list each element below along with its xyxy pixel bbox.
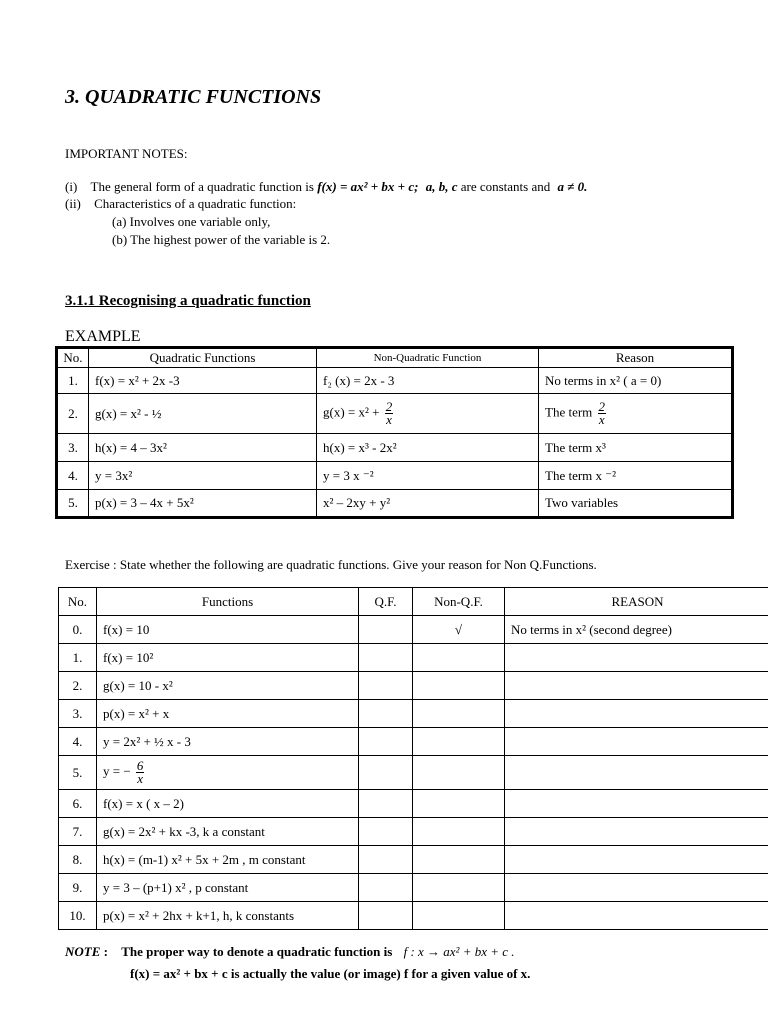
row-qf[interactable] — [359, 616, 413, 644]
row-function: y = 2x² + ½ x - 3 — [97, 728, 359, 756]
row-nqf: g(x) = x² + — [323, 404, 380, 420]
col-header-reason: Reason — [539, 348, 733, 368]
row-no: 10. — [59, 902, 97, 930]
row-qf: f(x) = x² + 2x -3 — [89, 368, 317, 394]
row-function-cell — [97, 756, 359, 790]
row-function: h(x) = (m-1) x² + 5x + 2m , m constant — [97, 846, 359, 874]
note-item-a: (a) Involves one variable only, — [112, 214, 271, 229]
exercise-row — [59, 846, 768, 874]
col-header-nqf: Non-Quadratic Function — [317, 348, 539, 368]
col-header-no: No. — [59, 588, 97, 616]
col-header-qf: Quadratic Functions — [89, 348, 317, 368]
row-reason: The term x³ — [539, 434, 733, 462]
row-reason: The term x ⁻² — [539, 462, 733, 490]
note-ii-text: Characteristics of a quadratic function: — [94, 196, 297, 211]
row-reason[interactable] — [505, 728, 768, 756]
row-reason[interactable] — [505, 672, 768, 700]
exercise-table-header — [59, 588, 768, 616]
example-row — [57, 394, 733, 434]
row-qf: y = 3x² — [89, 462, 317, 490]
fraction — [598, 401, 607, 426]
exercise-instruction: Exercise : State whether the following are quadratic functions. Give your reason for Non Q.Functions. — [65, 557, 597, 572]
row-no: 5. — [59, 756, 97, 790]
row-nonqf[interactable] — [413, 700, 505, 728]
note-i-marker: (i) — [65, 179, 78, 194]
fraction-numerator: 2 — [598, 399, 606, 414]
row-no: 1. — [59, 644, 97, 672]
note-item-b: (b) The highest power of the variable is 2. — [112, 232, 331, 247]
exercise-row — [59, 818, 768, 846]
fraction-denominator: x — [598, 412, 605, 427]
row-nonqf[interactable] — [413, 818, 505, 846]
row-reason[interactable] — [505, 818, 768, 846]
row-nonqf[interactable] — [413, 672, 505, 700]
fraction-denominator: x — [386, 412, 392, 427]
row-reason[interactable]: No terms in x² (second degree) — [505, 616, 768, 644]
row-reason[interactable] — [505, 874, 768, 902]
row-reason-cell — [539, 394, 733, 434]
exercise-row — [59, 672, 768, 700]
row-qf[interactable] — [359, 846, 413, 874]
row-function: f(x) = 10 — [97, 616, 359, 644]
row-qf: p(x) = 3 – 4x + 5x² — [89, 490, 317, 518]
fraction — [385, 401, 394, 426]
row-no: 2. — [59, 672, 97, 700]
row-nonqf[interactable] — [413, 756, 505, 790]
row-nonqf[interactable] — [413, 728, 505, 756]
note-i-vars: a, b, c — [425, 179, 458, 194]
row-reason: The term — [545, 404, 593, 420]
col-header-nonqf: Non-Q.F. — [413, 588, 505, 616]
note-i-formula: f(x) = ax² + bx + c; — [317, 179, 419, 194]
note-ii-marker: (ii) — [65, 196, 81, 211]
example-table — [55, 346, 734, 519]
note-text: The proper way to denote a quadratic function is — [121, 944, 393, 959]
row-reason[interactable] — [505, 700, 768, 728]
example-table-header — [57, 348, 733, 368]
row-nonqf[interactable]: √ — [413, 616, 505, 644]
page-title: 3. QUADRATIC FUNCTIONS — [65, 86, 322, 108]
row-reason: No terms in x² ( a = 0) — [539, 368, 733, 394]
example-label: EXAMPLE — [65, 328, 141, 345]
row-no: 4. — [59, 728, 97, 756]
row-nonqf[interactable] — [413, 874, 505, 902]
row-no: 3. — [57, 434, 89, 462]
fraction-numerator: 2 — [385, 399, 393, 414]
exercise-row — [59, 790, 768, 818]
row-reason[interactable] — [505, 756, 768, 790]
row-nqf: f₂ (x) = 2x - 3 — [317, 368, 539, 394]
row-no: 2. — [57, 394, 89, 434]
row-no: 3. — [59, 700, 97, 728]
row-no: 8. — [59, 846, 97, 874]
fraction-denominator: x — [137, 771, 144, 786]
row-qf[interactable] — [359, 700, 413, 728]
notes-heading: IMPORTANT NOTES: — [65, 146, 188, 161]
row-function: p(x) = x² + x — [97, 700, 359, 728]
row-nonqf[interactable] — [413, 846, 505, 874]
row-qf[interactable] — [359, 728, 413, 756]
row-function: p(x) = x² + 2hx + k+1, h, k constants — [97, 902, 359, 930]
col-header-reason: REASON — [505, 588, 768, 616]
exercise-row — [59, 700, 768, 728]
row-nqf-cell — [317, 394, 539, 434]
row-function: g(x) = 2x² + kx -3, k a constant — [97, 818, 359, 846]
example-row — [57, 368, 733, 394]
note-item-ii — [65, 196, 296, 212]
row-nqf: y = 3 x ⁻² — [317, 462, 539, 490]
example-row — [57, 434, 733, 462]
row-qf[interactable] — [359, 902, 413, 930]
example-row — [57, 462, 733, 490]
exercise-row — [59, 728, 768, 756]
row-qf[interactable] — [359, 790, 413, 818]
row-reason: Two variables — [539, 490, 733, 518]
note-i-text: The general form of a quadratic function is — [90, 179, 314, 194]
exercise-row — [59, 902, 768, 930]
row-reason[interactable] — [505, 902, 768, 930]
example-row — [57, 490, 733, 518]
exercise-row — [59, 644, 768, 672]
row-no: 5. — [57, 490, 89, 518]
exercise-row — [59, 874, 768, 902]
row-qf[interactable] — [359, 644, 413, 672]
row-nonqf[interactable] — [413, 902, 505, 930]
section-title: 3.1.1 Recognising a quadratic function — [65, 293, 311, 309]
row-qf[interactable] — [359, 874, 413, 902]
row-function: f(x) = 10² — [97, 644, 359, 672]
row-reason[interactable] — [505, 644, 768, 672]
note-item-i — [65, 179, 587, 195]
note-i-cond: a ≠ 0. — [557, 179, 588, 194]
fraction — [136, 760, 145, 785]
row-function: y = 3 – (p+1) x² , p constant — [97, 874, 359, 902]
note-colon: : — [103, 944, 108, 959]
row-no: 7. — [59, 818, 97, 846]
row-no: 0. — [59, 616, 97, 644]
row-qf: g(x) = x² - ½ — [89, 394, 317, 434]
row-qf[interactable] — [359, 818, 413, 846]
row-no: 1. — [57, 368, 89, 394]
col-header-qf: Q.F. — [359, 588, 413, 616]
note-line-1 — [65, 944, 515, 960]
col-header-no: No. — [57, 348, 89, 368]
row-no: 4. — [57, 462, 89, 490]
row-nqf: x² – 2xy + y² — [317, 490, 539, 518]
row-function: f(x) = x ( x – 2) — [97, 790, 359, 818]
note-i-const: are constants and — [460, 179, 551, 194]
fraction-numerator: 6 — [136, 758, 144, 773]
row-qf[interactable] — [359, 672, 413, 700]
row-reason[interactable] — [505, 790, 768, 818]
row-nonqf[interactable] — [413, 790, 505, 818]
exercise-row — [59, 756, 768, 790]
exercise-table — [58, 587, 768, 930]
row-function: y = − — [103, 763, 131, 779]
note-label: NOTE — [65, 944, 101, 959]
note-formula: f : x → ax² + bx + c . — [403, 944, 515, 959]
row-qf: h(x) = 4 – 3x² — [89, 434, 317, 462]
col-header-functions: Functions — [97, 588, 359, 616]
row-nonqf[interactable] — [413, 644, 505, 672]
row-qf[interactable] — [359, 756, 413, 790]
row-nqf: h(x) = x³ - 2x² — [317, 434, 539, 462]
row-no: 6. — [59, 790, 97, 818]
note-line-2: f(x) = ax² + bx + c is actually the value (or image) f for a given value of x. — [130, 966, 531, 981]
row-function: g(x) = 10 - x² — [97, 672, 359, 700]
row-reason[interactable] — [505, 846, 768, 874]
row-no: 9. — [59, 874, 97, 902]
exercise-row — [59, 616, 768, 644]
